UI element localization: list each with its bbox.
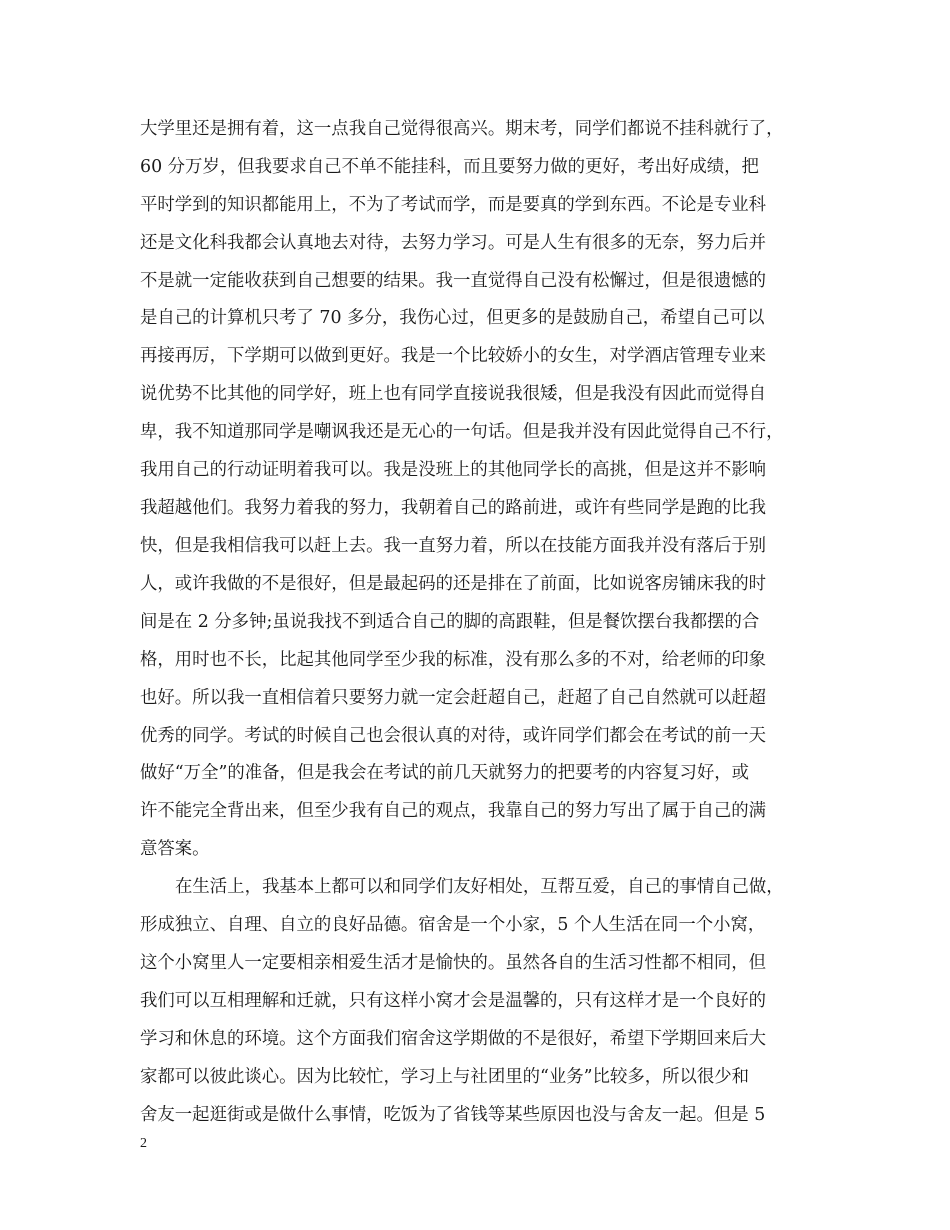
body-text-line: 格，用时也不长，比起其他同学至少我的标准，没有那么多的不对，给老师的印象 [140, 650, 767, 670]
body-text-line: 快，但是我相信我可以赶上去。我一直努力着，所以在技能方面我并没有落后于别 [140, 536, 767, 556]
body-text-line: 优秀的同学。考试的时候自己也会很认真的对待，或许同学们都会在考试的前一天 [140, 726, 767, 746]
body-text-line: 大学里还是拥有着，这一点我自己觉得很高兴。期末考，同学们都说不挂科就行了， [140, 119, 784, 139]
body-text-line: 再接再厉，下学期可以做到更好。我是一个比较娇小的女生，对学酒店管理专业来 [140, 346, 767, 366]
body-text-line: 意答案。 [140, 839, 210, 859]
body-text-line: 还是文化科我都会认真地去对待，去努力学习。可是人生有很多的无奈，努力后并 [140, 233, 767, 253]
body-text-line: 学习和休息的环境。这个方面我们宿舍这学期做的不是很好，希望下学期回来后大 [140, 1029, 767, 1049]
body-text-line: 家都可以彼此谈心。因为比较忙，学习上与社团里的“业务”比较多，所以很少和 [140, 1067, 750, 1087]
body-text-line: 是自己的计算机只考了 70 多分，我伤心过，但更多的是鼓励自己，希望自己可以 [140, 308, 765, 328]
body-text-line: 我用自己的行动证明着我可以。我是没班上的其他同学长的高挑，但是这并不影响 [140, 460, 767, 480]
body-text-line: 也好。所以我一直相信着只要努力就一定会赶超自己，赶超了自己自然就可以赶超 [140, 688, 767, 708]
body-text-line: 卑，我不知道那同学是嘲讽我还是无心的一句话。但是我并没有因此觉得自己不行， [140, 422, 784, 442]
body-text-line: 60 分万岁，但我要求自己不单不能挂科，而且要努力做的更好，考出好成绩，把 [140, 157, 759, 177]
body-text-line: 人，或许我做的不是很好，但是最起码的还是排在了前面，比如说客房铺床我的时 [140, 574, 767, 594]
page-number: 2 [140, 1136, 147, 1151]
body-text-line: 我超越他们。我努力着我的努力，我朝着自己的路前进，或许有些同学是跑的比我 [140, 498, 767, 518]
body-text-line: 平时学到的知识都能用上，不为了考试而学，而是要真的学到东西。不论是专业科 [140, 195, 767, 215]
body-text-line: 形成独立、自理、自立的良好品德。宿舍是一个小家，5 个人生活在同一个小窝， [140, 915, 766, 935]
body-text-line: 我们可以互相理解和迁就，只有这样小窝才会是温馨的，只有这样才是一个良好的 [140, 991, 767, 1011]
body-text-line: 说优势不比其他的同学好，班上也有同学直接说我很矮，但是我没有因此而觉得自 [140, 384, 767, 404]
body-text-line: 间是在 2 分多钟;虽说我找不到适合自己的脚的高跟鞋，但是餐饮摆台我都摆的合 [140, 612, 760, 632]
body-text-line: 不是就一定能收获到自己想要的结果。我一直觉得自己没有松懈过，但是很遗憾的 [140, 271, 767, 291]
body-text-line: 做好“万全”的准备，但是我会在考试的前几天就努力的把要考的内容复习好，或 [140, 763, 750, 783]
body-text-line: 许不能完全背出来，但至少我有自己的观点，我靠自己的努力写出了属于自己的满 [140, 801, 767, 821]
body-text-line: 舍友一起逛街或是做什么事情，吃饭为了省钱等某些原因也没与舍友一起。但是 5 [140, 1105, 766, 1125]
paragraph-first-line: 在生活上，我基本上都可以和同学们友好相处，互帮互爱，自己的事情自己做， [175, 877, 784, 897]
body-text-line: 这个小窝里人一定要相亲相爱生活才是愉快的。虽然各自的生活习性都不相同，但 [140, 953, 767, 973]
